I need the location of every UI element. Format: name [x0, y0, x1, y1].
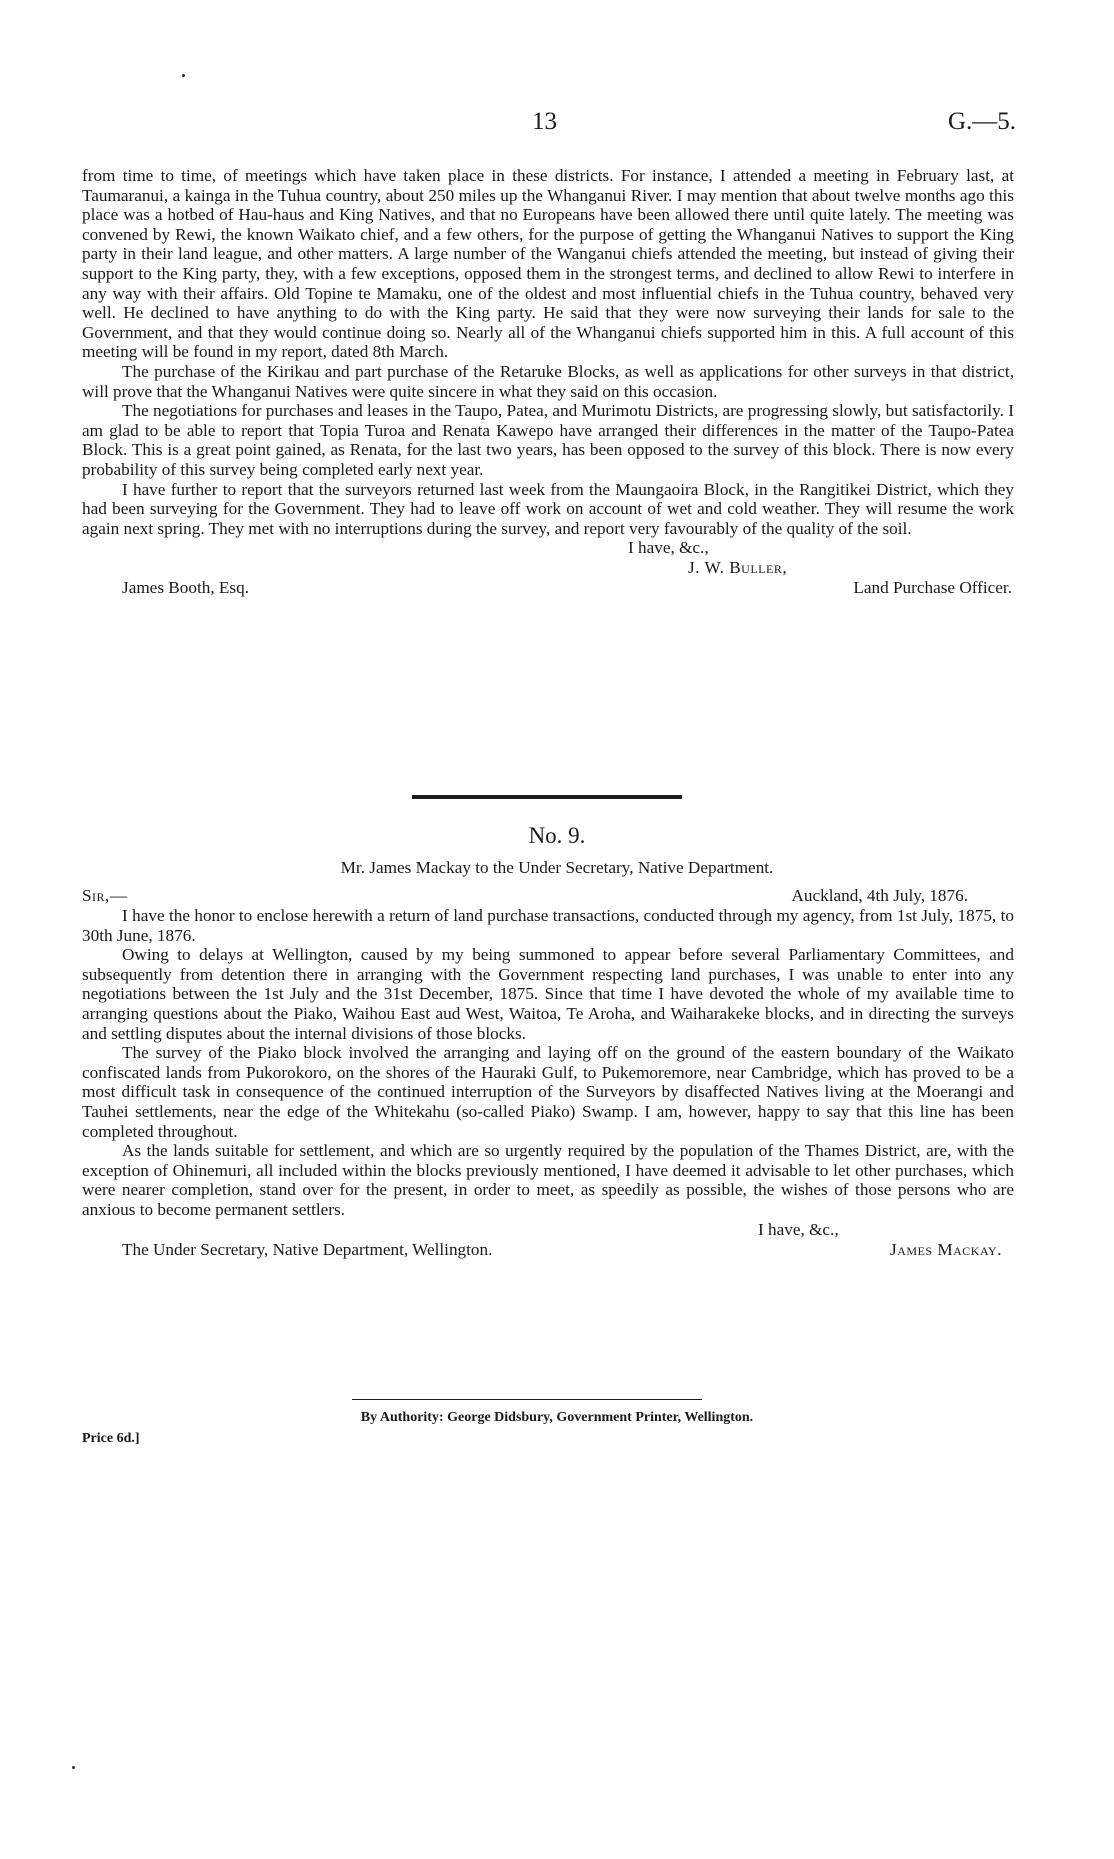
- letter-buller: [82, 166, 1014, 598]
- page-header: [0, 108, 1114, 138]
- document-reference: G.—5.: [947, 108, 1016, 135]
- speck-mark: [182, 74, 185, 77]
- letter-paragraph: The survey of the Piako block involved the arranging and laying off on the ground of the eastern boundary of the Waikato confiscated lands from Pukorokoro, on the shores of the Hauraki Gulf, to Pukemoremore, near Cambridge, which has proved to be a most difficult task in consequence of the continued interruption of the Surveyors by disaffected Natives living at the Moerangi and Tauhei settlements, near the edge of the Whitekahu (so-called Piako) Swamp. I am, however, happy to say that this line has been completed throughout.: [82, 1043, 1014, 1141]
- salutation: Sir,—: [82, 886, 128, 905]
- addressee-row: [82, 578, 1014, 598]
- addressee: James Booth, Esq.: [122, 578, 249, 598]
- signature: James Mackay.: [890, 1239, 1002, 1259]
- section-divider: [412, 795, 682, 799]
- printer-imprint: By Authority: George Didsbury, Government Printer, Wellington.: [360, 1410, 754, 1425]
- letter-paragraph: I have the honor to enclose herewith a return of land purchase transactions, conducted through my agency, from 1st July, 1875, to 30th June, 1876.: [82, 906, 1014, 945]
- signer-title: Land Purchase Officer.: [853, 578, 1012, 598]
- letter-subtitle: Mr. James Mackay to the Under Secretary, Native Department.: [340, 858, 774, 877]
- letter-paragraph: I have further to report that the surveyors returned last week from the Maungaoira Block, in the Rangitikei District, which they had been surveying for the Government. They had to leave off work on account of wet and cold weather. They will resume the work again next spring. They met with no interruptions during the survey, and report very favourably of the quality of the soil.: [82, 479, 1014, 538]
- letter-paragraph: Owing to delays at Wellington, caused by my being summoned to appear before several Parliamentary Committees, and subsequently from detention there in arranging with the Government respecting land purchases, I was unable to enter into any negotiations between the 1st July and the 31st December, 1875. Since that time I have devoted the whole of my available time to arranging questions about the Piako, Waihou East aud West, Waitoa, Te Aroha, and Waiharakeke blocks, and in directing the surveys and settling disputes about the internal divisions of those blocks.: [82, 945, 1014, 1043]
- signature: J. W. Buller,: [688, 558, 788, 578]
- speck-mark: [72, 1766, 75, 1769]
- section-number: No. 9.: [528, 823, 586, 848]
- price-label: Price 6d.]: [82, 1431, 140, 1446]
- letter-paragraph: from time to time, of meetings which have taken place in these districts. For instance, I attended a meeting in February last, at Taumaranui, a kainga in the Tuhua country, about 250 miles up the Whanganui River. I may mention that about twelve months ago this place was a hotbed of Hau-haus and King Natives, and that no Europeans have been allowed there until quite lately. The meeting was convened by Rewi, the known Waikato chief, and a few others, for the purpose of getting the Whanganui Natives to support the King party in their land league, and other matters. A large number of the Wanganui chiefs attended the meeting, but instead of giving their support to the King party, they, with a few exceptions, opposed them in the strongest terms, and declined to allow Rewi to interfere in any way with their affairs. Old Topine te Mamaku, one of the oldest and most influential chiefs in the Tuhua country, behaved very well. He declined to have anything to do with the King party. He said that they were now surveying their lands for sale to the Government, and that they would continue doing so. Nearly all of the Whanganui chiefs supported him in this. A full account of this meeting will be found in my report, dated 8th March.: [82, 166, 1014, 362]
- closing-text: I have, &c.,: [758, 1219, 839, 1239]
- closing-text: I have, &c.,: [628, 538, 709, 558]
- addressee: The Under Secretary, Native Department, Wellington.: [122, 1239, 493, 1259]
- letter-paragraph: The negotiations for purchases and leases in the Taupo, Patea, and Murimotu Districts, are progressing slowly, but satisfactorily. I am glad to be able to report that Topia Turoa and Renata Kawepo have arranged their differences in the matter of the Taupo-Patea Block. This is a great point gained, as Renata, for the last two years, has been opposed to the survey of this block. There is now every probability of this survey being completed early next year.: [82, 401, 1014, 479]
- letter-paragraph: As the lands suitable for settlement, and which are so urgently required by the population of the Thames District, are, with the exception of Ohinemuri, all included within the blocks previously mentioned, I have deemed it advisable to let other purchases, which were nearer completion, stand over for the present, in order to meet, as speedily as possible, the wishes of those persons who are anxious to become permanent settlers.: [82, 1141, 1014, 1219]
- page-number: 13: [532, 108, 557, 135]
- signature-row: [82, 558, 1014, 578]
- footer-divider: [352, 1399, 702, 1400]
- closing-row: [82, 538, 1014, 558]
- letter-mackay: [82, 886, 1014, 1260]
- letter-paragraph: The purchase of the Kirikau and part purchase of the Retaruke Blocks, as well as applications for other surveys in that district, will prove that the Whanganui Natives were quite sincere in what they said on this occasion.: [82, 361, 1014, 401]
- addressee-row: [82, 1240, 1014, 1260]
- salutation-row: [82, 886, 1014, 906]
- place-date: Auckland, 4th July, 1876.: [791, 886, 968, 905]
- closing-row: [82, 1220, 1014, 1240]
